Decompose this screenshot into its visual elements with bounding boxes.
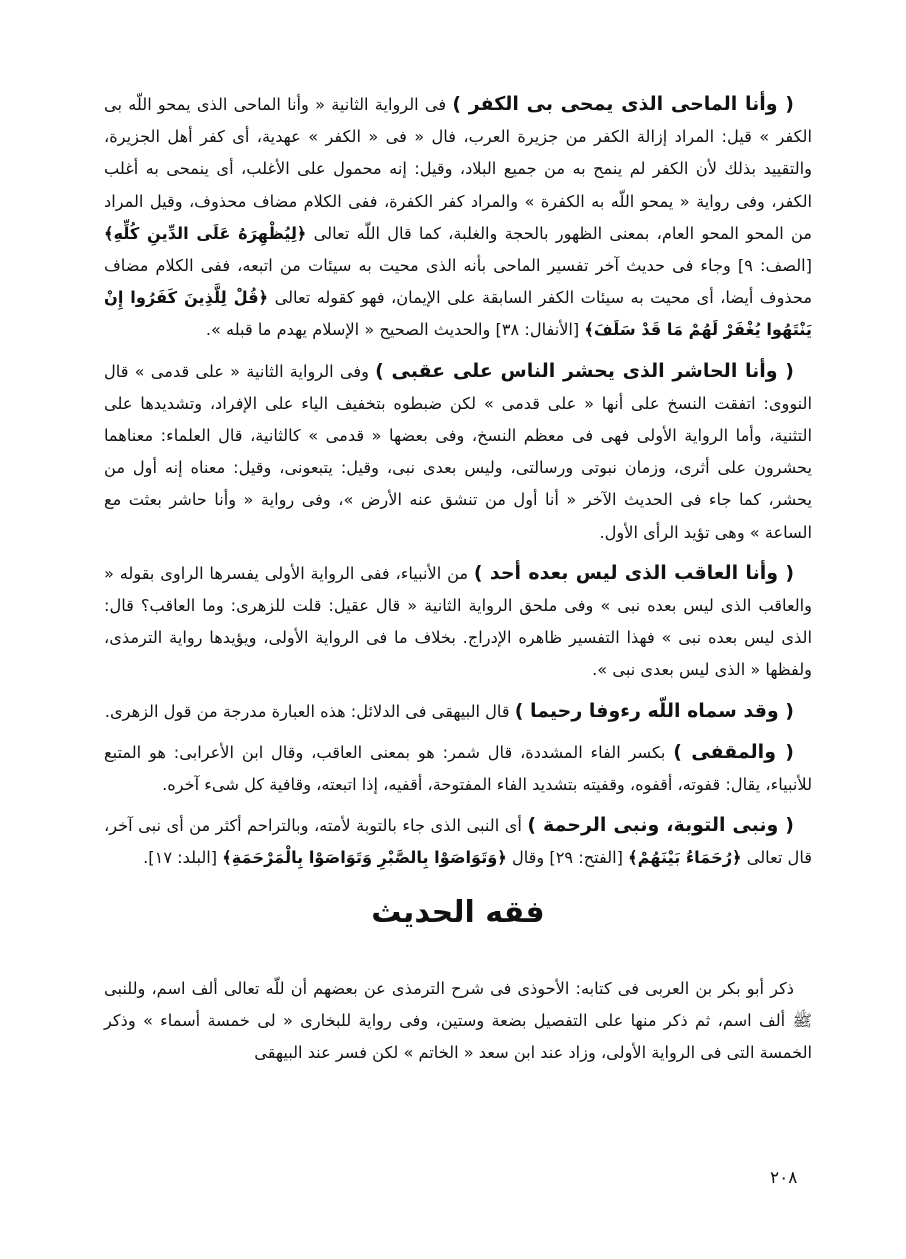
commentary-text: [الأنفال: ٣٨] والحديث الصحيح « الإسلام يهدم ما قبله ». xyxy=(205,320,585,340)
paragraph-al-muqaffi xyxy=(104,736,812,801)
quran-verse: ﴿رُحَمَاءُ بَيْنَهُمْ﴾ xyxy=(628,848,742,868)
commentary-text: أى النبى الذى جاء بالتوبة لأمته، وبالتراحم أكثر من أى نبى آخر، قال تعالى xyxy=(104,816,812,868)
lemma-al-aqib: ( وأنا العاقب الذى ليس بعده أحد ) xyxy=(473,561,795,584)
paragraph-raufan-rahiman xyxy=(104,695,812,728)
commentary-text: قال البيهقى فى الدلائل: هذه العبارة مدرجة من قول الزهرى. xyxy=(104,701,515,721)
paragraph-al-aqib xyxy=(104,557,812,687)
quran-verse: ﴿قُلْ لِلَّذِينَ كَفَرُوا إِنْ يَنْتَهُوا يُغْفَرْ لَهُمْ مَا قَدْ سَلَفَ﴾ xyxy=(104,288,812,340)
quran-verse: ﴿لِيُظْهِرَهُ عَلَى الدِّينِ كُلِّهِ﴾ xyxy=(104,223,307,243)
commentary-text: [الفتح: ٢٩] وقال xyxy=(506,848,629,868)
commentary-text: [الصف: ٩] وجاء فى حديث آخر تفسير الماحى بأنه الذى محيت به سيئات من اتبعه، ففى الكلام مضاف محذوف أيضا، أى محيت به سيئات الكفر السابقة على الإيمان، فهو كقوله تعالى xyxy=(104,256,812,308)
paragraph-al-hashir xyxy=(104,355,812,549)
paragraph-nabi-al-tawba xyxy=(104,809,812,874)
commentary-text: بكسر الفاء المشددة، قال شمر: هو بمعنى العاقب، وقال ابن الأعرابى: هو المتبع للأنبياء، يقال: قفوته، أقفوه، وقفيته بتشديد الفاء المفتوحة، أقفيه، إذا اتبعته، وقافية كل شىء آخره. xyxy=(104,742,812,795)
commentary-text: فى الرواية الثانية « وأنا الماحى الذى يمحو اللّه بى الكفر » قيل: المراد إزالة الكفر من جزيرة العرب، فال « فى « الكفر » عهدية، أى كفر أهل الجزيرة، والتقييد بذلك لأن الكفر لم ينمح به من جميع البلاد، وقيل: إنه محمول على الأغلب، أى ينمحى به أغلب الكفر، وفى رواية « يمحو اللّه به الكفرة » والمراد كفر الكفرة، ففى الكلام مضاف محذوف، وقيل المراد من المحو المحو العام، بمعنى الظهور بالحجة والغلبة، كما قال اللّه تعالى xyxy=(104,95,812,243)
lemma-al-mahi: ( وأنا الماحى الذى يمحى بى الكفر ) xyxy=(452,93,794,115)
quran-verse: ﴿وَتَوَاصَوْا بِالصَّبْرِ وَتَوَاصَوْا بِالْمَرْحَمَةِ﴾ xyxy=(222,848,507,868)
page-body xyxy=(104,88,812,1077)
commentary-text: [البلد: ١٧]. xyxy=(143,848,223,868)
commentary-text: وفى الرواية الثانية « على قدمى » قال النووى: اتفقت النسخ على أنها « على قدمى » لكن ضبطوه بتخفيف الياء على الإفراد، وتشديدها على التثنية، وأما الرواية الأولى فهى فى معظم النسخ، وفى بعضها « قدمى » كالثانية، قال العلماء: معناهما يحشرون على أثرى، وزمان نبوتى ورسالتى، وليس بعدى نبى، وقيل: يتبعونى، وقيل: معناه إنه أول من يحشر، كما جاء فى الحديث الآخر « أنا أول من تنشق عنه الأرض »، وفى رواية « وأنا حاشر بعثت مع الساعة » وهى تؤيد الرأى الأول. xyxy=(104,361,812,542)
page-number: ٢٠٨ xyxy=(770,1168,798,1188)
section-heading: فقه الحديث xyxy=(371,894,545,930)
paragraph-al-mahi xyxy=(104,88,812,347)
lemma-al-muqaffi: ( والمقفى ) xyxy=(673,740,794,763)
lemma-nabi-al-tawba: ( ونبى التوبة، ونبى الرحمة ) xyxy=(527,814,794,837)
lemma-raufan-rahiman: ( وقد سماه اللّه رءوفا رحيما ) xyxy=(514,699,794,722)
paragraph-fiqh: ذكر أبو بكر بن العربى فى كتابه: الأحوذى فى شرح الترمذى عن بعضهم أن للّه تعالى ألف اسم، وللنبى ﷺ ألف اسم، ثم ذكر منها على التفصيل بضعة وستين، وفى رواية للبخارى « لى خمسة أسماء » وذكر الخمسة التى فى الرواية الأولى، وزاد عند ابن سعد « الخاتم » لكن فسر عند البيهقى xyxy=(104,978,812,1063)
lemma-al-hashir: ( وأنا الحاشر الذى يحشر الناس على عقبى ) xyxy=(375,359,794,382)
commentary-text: من الأنبياء، ففى الرواية الأولى يفسرها الراوى بقوله « والعاقب الذى ليس بعده نبى » وفى ملحق الرواية الثانية « قال عقيل: قلت للزهرى: وما العاقب؟ قال: الذى ليس بعده نبى » فهذا التفسير ظاهره الإدراج. بخلاف ما فى الرواية الأولى، ويؤيدها رواية الترمذى، ولفظها « الذى ليس بعدى نبى ». xyxy=(104,563,812,680)
